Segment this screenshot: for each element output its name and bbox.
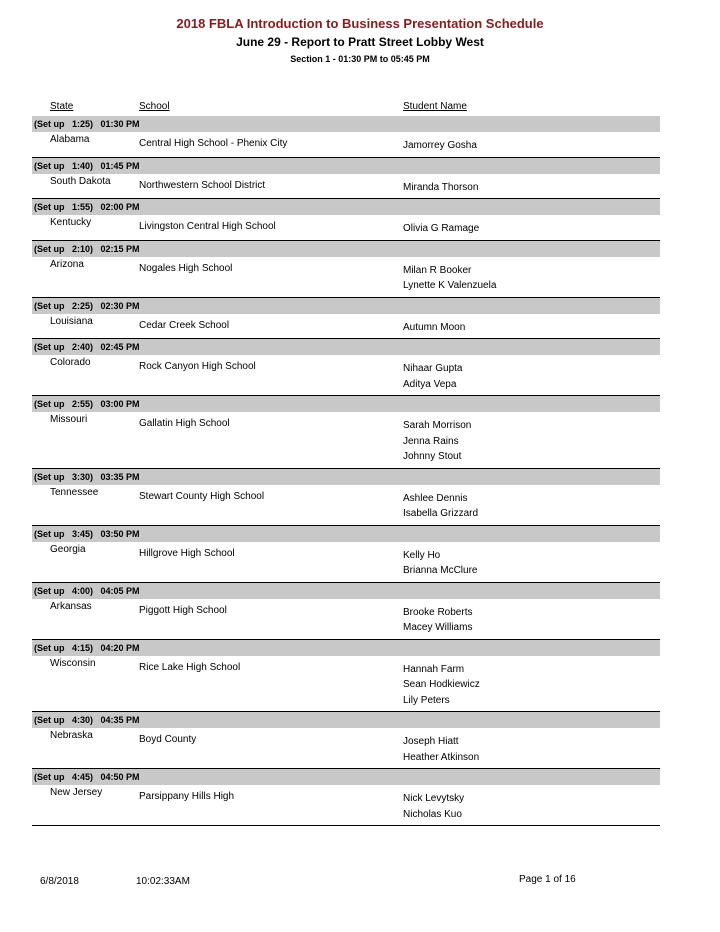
section-label: Section 1 - 01:30 PM to 05:45 PM xyxy=(290,54,430,64)
schedule-slot xyxy=(32,199,660,241)
state-cell: Arkansas xyxy=(50,600,92,612)
schedule-slot xyxy=(32,241,660,298)
state-cell: New Jersey xyxy=(50,787,103,798)
slot-time-band: (Set up 2:10) 02:15 PM xyxy=(32,241,660,257)
schedule-slot xyxy=(32,640,660,713)
state-cell: South Dakota xyxy=(50,175,111,187)
student-name: Jenna Rains xyxy=(403,435,459,447)
student-name: Sarah Morrison xyxy=(403,420,472,431)
student-name: Sean Hodkiewicz xyxy=(403,679,480,690)
schedule-slot xyxy=(32,158,660,200)
slot-entry-row xyxy=(32,314,660,339)
state-cell: Nebraska xyxy=(50,730,93,741)
schedule-slot xyxy=(32,469,660,526)
slot-time-band: (Set up 4:30) 04:35 PM xyxy=(32,712,660,728)
school-cell: Hillgrove High School xyxy=(139,547,235,559)
student-name: Nick Levytsky xyxy=(403,793,465,804)
column-header-student: Student Name xyxy=(403,101,467,112)
slot-time-band: (Set up 1:55) 02:00 PM xyxy=(32,199,660,215)
student-name: Brooke Roberts xyxy=(403,606,473,618)
slot-entry-row xyxy=(32,355,660,395)
slot-time-band: (Set up 4:15) 04:20 PM xyxy=(32,640,660,656)
slot-time-band: (Set up 2:25) 02:30 PM xyxy=(32,298,660,314)
state-cell: Missouri xyxy=(50,414,88,425)
schedule-slot xyxy=(32,339,660,396)
student-names xyxy=(403,488,660,522)
student-name: Autumn Moon xyxy=(403,321,466,333)
student-name: Kelly Ho xyxy=(403,549,441,561)
state-cell: Alabama xyxy=(50,134,90,145)
slot-entry-row xyxy=(32,132,660,157)
slot-entry-row xyxy=(32,485,660,525)
state-cell: Tennessee xyxy=(50,486,99,498)
slot-time-band: (Set up 3:45) 03:50 PM xyxy=(32,526,660,542)
schedule-slot xyxy=(32,116,660,158)
student-names xyxy=(403,788,660,822)
schedule-slot xyxy=(32,712,660,769)
schedule-slot xyxy=(32,526,660,583)
slot-time-band: (Set up 4:45) 04:50 PM xyxy=(32,769,660,785)
school-cell: Parsippany Hills High xyxy=(139,791,235,802)
slot-entry-row xyxy=(32,412,660,468)
student-name: Joseph Hiatt xyxy=(403,736,459,747)
student-names xyxy=(403,135,660,154)
slot-time-band: (Set up 3:30) 03:35 PM xyxy=(32,469,660,485)
slot-entry-row xyxy=(32,542,660,582)
report-subtitle: June 29 - Report to Pratt Street Lobby West xyxy=(236,35,484,49)
school-cell: Piggott High School xyxy=(139,604,227,616)
student-names xyxy=(403,659,660,709)
state-cell: Georgia xyxy=(50,543,86,555)
student-names xyxy=(403,415,660,465)
slot-entry-row xyxy=(32,785,660,825)
slot-entry-row xyxy=(32,257,660,297)
schedule-slot xyxy=(32,396,660,469)
school-cell: Rock Canyon High School xyxy=(139,361,256,372)
schedule-slot xyxy=(32,769,660,826)
slot-entry-row xyxy=(32,728,660,768)
school-cell: Rice Lake High School xyxy=(139,661,241,673)
column-header-state: State xyxy=(50,101,74,112)
footer-time: 10:02:33AM xyxy=(136,876,190,887)
student-names xyxy=(403,731,660,765)
student-name: Nihaar Gupta xyxy=(403,363,463,374)
slot-time-band: (Set up 1:40) 01:45 PM xyxy=(32,158,660,174)
school-cell: Gallatin High School xyxy=(139,418,230,429)
slot-time-band: (Set up 1:25) 01:30 PM xyxy=(32,116,660,132)
student-name: Jamorrey Gosha xyxy=(403,140,477,151)
school-cell: Central High School - Phenix City xyxy=(139,138,288,149)
student-name: Olivia G Ramage xyxy=(403,223,480,234)
state-cell: Colorado xyxy=(50,357,91,368)
state-cell: Wisconsin xyxy=(50,657,96,669)
student-name: Heather Atkinson xyxy=(403,751,480,763)
schedule-slot xyxy=(32,583,660,640)
report-title: 2018 FBLA Introduction to Business Presentation Schedule xyxy=(176,16,544,31)
student-name: Lily Peters xyxy=(403,694,450,706)
student-name: Brianna McClure xyxy=(403,565,478,576)
footer-page-number: Page 1 of 16 xyxy=(519,874,576,885)
school-cell: Stewart County High School xyxy=(139,490,265,502)
slot-time-band: (Set up 4:00) 04:05 PM xyxy=(32,583,660,599)
state-cell: Arizona xyxy=(50,258,84,270)
student-names xyxy=(403,177,660,196)
student-names xyxy=(403,317,660,336)
slot-entry-row xyxy=(32,599,660,639)
student-name: Macey Williams xyxy=(403,622,473,633)
student-name: Isabella Grizzard xyxy=(403,508,479,519)
student-name: Johnny Stout xyxy=(403,451,462,462)
student-names xyxy=(403,545,660,579)
school-cell: Nogales High School xyxy=(139,262,233,274)
school-cell: Livingston Central High School xyxy=(139,221,276,232)
column-header-school: School xyxy=(139,101,170,112)
student-name: Aditya Vepa xyxy=(403,378,457,390)
slot-entry-row xyxy=(32,656,660,712)
slot-time-band: (Set up 2:55) 03:00 PM xyxy=(32,396,660,412)
slot-entry-row xyxy=(32,174,660,199)
footer-date: 6/8/2018 xyxy=(40,876,79,887)
student-name: Milan R Booker xyxy=(403,264,472,276)
state-cell: Louisiana xyxy=(50,315,93,327)
state-cell: Kentucky xyxy=(50,217,92,228)
student-name: Miranda Thorson xyxy=(403,181,479,193)
schedule-slot xyxy=(32,298,660,340)
school-cell: Boyd County xyxy=(139,734,197,745)
student-names xyxy=(403,260,660,294)
slot-entry-row xyxy=(32,215,660,240)
slot-time-band: (Set up 2:40) 02:45 PM xyxy=(32,339,660,355)
student-names xyxy=(403,218,660,237)
student-names xyxy=(403,602,660,636)
school-cell: Cedar Creek School xyxy=(139,319,230,331)
student-name: Ashlee Dennis xyxy=(403,492,468,504)
student-names xyxy=(403,358,660,392)
student-name: Nicholas Kuo xyxy=(403,808,462,820)
student-name: Hannah Farm xyxy=(403,663,465,675)
student-name: Lynette K Valenzuela xyxy=(403,280,497,291)
schedule-list xyxy=(32,116,660,826)
school-cell: Northwestern School District xyxy=(139,179,266,191)
